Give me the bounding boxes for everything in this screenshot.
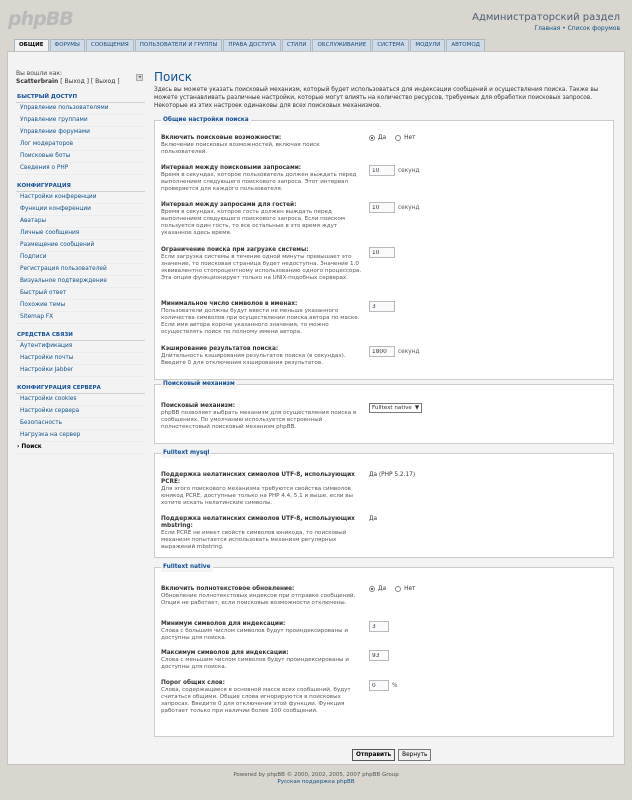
username: Scatterbrain (16, 78, 59, 85)
sidebar-item-manage-groups[interactable]: Управление группами (16, 115, 145, 127)
setting-description: Для этого поискового механизма требуются свойства символов юникод PCRE, доступные только на PHP 4.4, 5.1 и выше, если вы хотите искать нелатинские символы. (161, 486, 353, 506)
sidebar-item-cookie-settings[interactable]: Настройки cookies (16, 394, 145, 406)
radio-label-no: Нет (404, 586, 416, 592)
setting-label (161, 202, 366, 237)
sidebar-item-authentication[interactable]: Аутентификация (16, 341, 145, 353)
setting-description: Слова с большим числом символов будут проиндексированы и доступны для поиска. (161, 628, 348, 641)
sidebar-item-php-info[interactable]: Сведения о PHP (16, 163, 145, 175)
tab-maintenance[interactable]: ОБСЛУЖИВАНИЕ (312, 39, 371, 51)
fulltext-update-radios (369, 586, 415, 592)
setting-description: Время в секундах, которое пользователь должен выждать перед выполнением следующего поискового запроса. Этот интервал проверяется для каждого пользователя. (161, 172, 357, 192)
main-content (154, 70, 618, 758)
sidebar-item-search-bots[interactable]: Поисковые боты (16, 151, 145, 163)
setting-title: Ограничение поиска при загрузке системы: (161, 247, 309, 253)
general-settings-fieldset (154, 117, 614, 380)
max-chars-control (369, 650, 389, 661)
setting-description: Включение поисковых возможностей, включая поиск пользователей. (161, 142, 320, 155)
sidebar-item-board-settings[interactable]: Настройки конференции (16, 192, 145, 204)
sidebar-item-private-messages[interactable]: Личные сообщения (16, 228, 145, 240)
sidebar-item-quick-reply[interactable]: Быстрый ответ (16, 288, 145, 300)
search-engine-select[interactable] (369, 403, 422, 413)
logout-link[interactable]: [ Выход ] (60, 78, 89, 85)
reset-button[interactable]: Вернуть (398, 749, 431, 761)
fulltext-native-fieldset (154, 564, 614, 737)
setting-label (161, 301, 366, 336)
sidebar-item-mod-log[interactable]: Лог модераторов (16, 139, 145, 151)
setting-title: Максимум символов для индексации: (161, 650, 289, 656)
setting-label (161, 165, 366, 193)
tab-forums[interactable]: ФОРУМЫ (50, 39, 85, 51)
setting-label (161, 346, 366, 367)
setting-label (161, 135, 366, 156)
setting-label (161, 621, 366, 642)
setting-description: Если загрузка системы в течение одной минуты превышает это значение, то поисковая страница будет недоступна. Значение 1.0 эквивалентно стопроцентному использованию одного процессора. Эта опция функционирует только на UNIX-подобных серверах. (161, 254, 362, 281)
logout-link-2[interactable]: [ Выход ] (90, 78, 120, 85)
setting-label (161, 586, 366, 607)
phpbb-logo: phpBB (8, 8, 73, 30)
menu-heading-communication: СРЕДСТВА СВЯЗИ (16, 331, 145, 341)
sidebar-item-security[interactable]: Безопасность (16, 418, 145, 430)
sidebar-item-search-label: Поиск (21, 444, 42, 450)
setting-title: Включить поисковые возможности: (161, 135, 282, 141)
sidebar-item-registration[interactable]: Регистрация пользователей (16, 264, 145, 276)
footer (0, 772, 632, 786)
sidebar-item-sitemap-fx[interactable]: Sitemap FX (16, 312, 145, 324)
setting-description: Время в секундах, которое гость должен выждать перед выполнением следующего поискового запроса. Если поиском пользуется один гость, то все остальные в это время ждут указанное здесь время. (161, 209, 345, 236)
logged-in-label: Вы вошли как: (16, 70, 63, 77)
sidebar-item-signatures[interactable]: Подписи (16, 252, 145, 264)
setting-label (161, 680, 366, 715)
enable-search-no-radio[interactable] (395, 135, 401, 141)
setting-label (161, 403, 366, 431)
cache-control (369, 346, 419, 357)
setting-description: Обновление полнотекстовых индексов при отправке сообщений. Опция не работает, если поисковые возможности отключены. (161, 593, 356, 606)
setting-title: Поддержка нелатинских символов UTF-8, использующих mbstring: (161, 516, 355, 529)
load-limit-control (369, 247, 395, 258)
setting-label (161, 472, 366, 507)
sidebar-item-search[interactable]: › Поиск (16, 442, 145, 454)
setting-description: Длительность кэширования результатов поиска (в секундах). Введите 0 для отключения кэширования результатов. (161, 353, 346, 366)
forum-index-link[interactable]: Список форумов (567, 25, 620, 32)
max-chars-input[interactable] (369, 650, 389, 661)
setting-title: Интервал между поисковыми запросами: (161, 165, 302, 171)
form-buttons (352, 749, 431, 761)
setting-title: Поисковый механизм: (161, 403, 236, 409)
setting-title: Порог общих слов: (161, 680, 225, 686)
home-link[interactable]: Главная (534, 25, 561, 32)
sidebar-item-avatars[interactable]: Аватары (16, 216, 145, 228)
anon-interval-control (369, 202, 419, 213)
fulltext-update-yes-radio[interactable] (369, 586, 375, 592)
search-interval-control (369, 165, 419, 176)
site-title: Администраторский раздел (472, 12, 620, 23)
login-info (16, 78, 145, 86)
tab-modules[interactable]: МОДУЛИ (410, 39, 445, 51)
radio-label-no: Нет (404, 135, 416, 141)
tab-general[interactable]: ОБЩИЕ (14, 39, 49, 52)
common-threshold-control (369, 680, 398, 691)
main-tabs (14, 39, 485, 51)
radio-label-yes: Да (378, 586, 387, 592)
menu-heading-server-config: КОНФИГУРАЦИЯ СЕРВЕРА (16, 384, 145, 394)
min-author-control (369, 301, 395, 312)
tab-automod[interactable]: АВТОМОД (446, 39, 485, 51)
setting-title: Кэширование результатов поиска: (161, 346, 279, 352)
search-engine-fieldset (154, 381, 614, 444)
radio-label-yes: Да (378, 135, 387, 141)
setting-label (161, 650, 366, 671)
setting-description: Слова с меньшим числом символов будут проиндексированы и доступны для поиска. (161, 657, 349, 670)
tab-styles[interactable]: СТИЛИ (282, 39, 312, 51)
search-interval-input[interactable] (369, 165, 395, 176)
enable-search-yes-radio[interactable] (369, 135, 375, 141)
setting-description: Пользователи должны будут ввести не меньше указанного количества символов при осуществлении поиска автора по маске. Если имя автора короче указанного значения, то можно осуществлять поиск по полному имени автора. (161, 308, 360, 335)
unit-label: % (392, 682, 398, 689)
sidebar-item-similar-topics[interactable]: Похожие темы (16, 300, 145, 312)
setting-title: Интервал между запросами для гостей: (161, 202, 297, 208)
menu-heading-quick-access: БЫСТРЫЙ ДОСТУП (16, 93, 145, 103)
setting-description: phpBB позволяет выбрать механизм для осуществления поиска в сообщениях. По умолчанию используется встроенный полнотекстовый поисковый механизм phpBB. (161, 410, 357, 430)
mbstring-status-text: Да (369, 516, 378, 522)
chevron-down-icon: ▼ (414, 405, 420, 411)
setting-description: Если PCRE не имеет свойств символов юникода, то поисковый механизм попытается использовать механизм регулярных выражений mbstring. (161, 530, 347, 550)
sidebar-item-manage-users[interactable]: Управление пользователями (16, 103, 145, 115)
tab-permissions[interactable]: ПРАВА ДОСТУПА (223, 39, 281, 51)
menu-heading-configuration: КОНФИГУРАЦИЯ (16, 182, 145, 192)
tab-system[interactable]: СИСТЕМА (372, 39, 409, 51)
min-chars-input[interactable] (369, 621, 389, 632)
search-engine-control (369, 403, 422, 413)
min-author-input[interactable] (369, 301, 395, 312)
setting-title: Минимум символов для индексации: (161, 621, 286, 627)
setting-title: Включить полнотекстовое обновление: (161, 586, 295, 592)
load-limit-input[interactable] (369, 247, 395, 258)
setting-title: Поддержка нелатинских символов UTF-8, использующих PCRE: (161, 472, 355, 485)
page-title: Поиск (154, 70, 193, 84)
setting-label (161, 247, 366, 282)
sidebar-item-board-features[interactable]: Функции конференции (16, 204, 145, 216)
anon-interval-input[interactable] (369, 202, 395, 213)
sidebar-item-post-settings[interactable]: Размещение сообщений (16, 240, 145, 252)
page-body (7, 51, 625, 765)
sidebar-item-server-load[interactable]: Нагрузка на сервер (16, 430, 145, 442)
tab-users-groups[interactable]: ПОЛЬЗОВАТЕЛИ И ГРУППЫ (135, 39, 223, 51)
fulltext-update-no-radio[interactable] (395, 586, 401, 592)
russian-support-link[interactable]: Русская поддержка phpBB (277, 779, 355, 785)
link-separator: • (560, 25, 568, 32)
setting-label (161, 516, 366, 551)
common-threshold-input[interactable] (369, 680, 389, 691)
footer-copyright: Powered by phpBB © 2000, 2002, 2005, 2007 phpBB Group (233, 772, 399, 778)
tab-posting[interactable]: СООБЩЕНИЯ (86, 39, 134, 51)
sidebar-item-jabber-settings[interactable]: Настройки Jabber (16, 365, 145, 377)
sidebar-menu (16, 69, 145, 454)
collapse-menu-icon[interactable]: ◂ (136, 74, 143, 81)
select-value: Fulltext native (372, 405, 412, 411)
unit-label: секунд (398, 167, 420, 174)
fulltext-mysql-legend: Fulltext mysql (163, 450, 210, 456)
mbstring-value (369, 516, 377, 522)
cache-input[interactable] (369, 346, 395, 357)
sidebar-item-visual-confirm[interactable]: Визуальное подтверждение (16, 276, 145, 288)
enable-search-radios (369, 135, 415, 141)
sidebar-item-email-settings[interactable]: Настройки почты (16, 353, 145, 365)
fulltext-native-legend: Fulltext native (163, 564, 211, 570)
setting-description: Слова, содержащиеся в основной массе всех сообщений, будут считаться общими. Общие слова игнорируются в поисковых запросах. Введите 0 для отключения этой функции. Функция работает только при наличии более 100 сообщений. (161, 687, 351, 714)
min-chars-control (369, 621, 389, 632)
general-settings-legend: Общие настройки поиска (163, 117, 249, 123)
sidebar-item-manage-forums[interactable]: Управление форумами (16, 127, 145, 139)
setting-title: Минимальное число символов в именах: (161, 301, 298, 307)
fulltext-mysql-fieldset (154, 450, 614, 558)
pcre-status-text: Да (PHP 5.2.17) (369, 472, 416, 478)
unit-label: секунд (398, 204, 420, 211)
top-links (534, 25, 620, 32)
search-engine-legend: Поисковый механизм (163, 381, 235, 387)
page-description: Здесь вы можете указать поисковый механизм, который будет использоваться для индексации сообщений и осуществления поиска. Также вы можете устанавливать различные настройки, которые могут влиять на количество ресурсов, требуемых для обработки поисковых запросов. Некоторые из этих настроек одинаковы для всех поисковых механизмов. (154, 87, 599, 109)
unit-label: секунд (398, 348, 420, 355)
submit-button[interactable]: Отправить (352, 749, 395, 761)
sidebar-item-server-settings[interactable]: Настройки сервера (16, 406, 145, 418)
pcre-value (369, 472, 415, 478)
